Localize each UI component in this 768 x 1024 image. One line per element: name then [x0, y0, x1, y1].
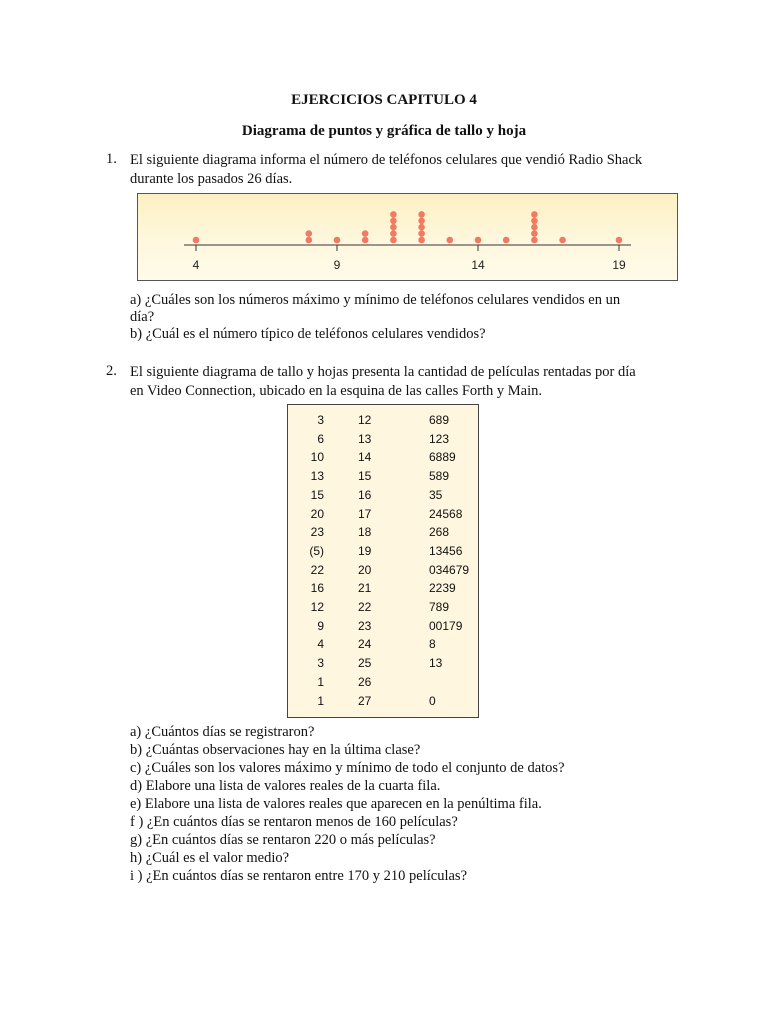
stem-leaf-stem: 26 [358, 674, 372, 689]
stem-leaf-leaves: 13456 [429, 543, 463, 558]
stem-leaf-leaves: 35 [429, 487, 443, 502]
dot-point [390, 224, 397, 231]
stem-leaf-stem: 23 [358, 618, 372, 633]
dot-point [362, 230, 369, 237]
x-tick-label: 14 [471, 258, 485, 272]
stem-leaf-leaves: 034679 [429, 562, 470, 577]
stem-leaf-row [288, 507, 478, 525]
dot-point [193, 237, 200, 244]
stem-leaf-row [288, 600, 478, 618]
dot-plot-svg [138, 194, 677, 280]
dot-point [418, 237, 425, 244]
question-2-subquestion: c) ¿Cuáles son los valores máximo y mínimo de todo el conjunto de datos? [130, 760, 565, 776]
question-2-subquestion: g) ¿En cuántos días se rentaron 220 o más películas? [130, 832, 436, 848]
stem-leaf-cumulative-count: 6 [317, 431, 324, 446]
question-2-subquestion: h) ¿Cuál es el valor medio? [130, 850, 290, 866]
question-1-text [130, 151, 662, 189]
stem-leaf-cumulative-count: 16 [310, 581, 324, 596]
question-2-line-2: en Video Connection, ubicado en la esquina de las calles Forth y Main. [130, 383, 543, 399]
dot-point [531, 237, 538, 244]
stem-leaf-row [288, 544, 478, 562]
stem-leaf-stem: 17 [358, 506, 372, 521]
stem-leaf-stem: 16 [358, 487, 372, 502]
dot-point [503, 237, 510, 244]
stem-leaf-cumulative-count: 20 [310, 506, 324, 521]
stem-leaf-stem: 20 [358, 562, 372, 577]
stem-leaf-leaves: 0 [429, 693, 436, 708]
stem-leaf-stem: 19 [358, 543, 372, 558]
stem-leaf-leaves: 789 [429, 600, 450, 614]
stem-leaf-leaves: 8 [429, 637, 436, 652]
dot-point [390, 211, 397, 218]
dot-point [362, 237, 369, 244]
stem-leaf-row [288, 469, 478, 487]
question-1a-line-1: a) ¿Cuáles son los números máximo y mínimo de teléfonos celulares vendidos en un [130, 292, 621, 308]
dot-point [531, 230, 538, 237]
stem-leaf-row [288, 637, 478, 655]
dot-point [531, 224, 538, 231]
stem-leaf-stem: 18 [358, 525, 372, 540]
x-tick-label: 9 [333, 258, 341, 272]
dot-point [418, 218, 425, 225]
dot-point [531, 218, 538, 225]
stem-leaf-row [288, 432, 478, 450]
stem-leaf-row [288, 525, 478, 543]
stem-leaf-cumulative-count: 10 [310, 450, 324, 465]
stem-leaf-stem: 12 [358, 413, 372, 427]
question-2-subquestion: i ) ¿En cuántos días se rentaron entre 170 y 210 películas? [130, 868, 468, 884]
stem-leaf-row [288, 656, 478, 674]
question-1-line-2: durante los pasados 26 días. [130, 171, 293, 187]
stem-leaf-cumulative-count: 15 [310, 487, 324, 502]
question-1-line-1: El siguiente diagrama informa el número de teléfonos celulares que vendió Radio Shack [130, 152, 643, 168]
question-2-subquestion: e) Elabore una lista de valores reales que aparecen en la penúltima fila. [130, 796, 542, 812]
stem-leaf-stem: 27 [358, 693, 372, 708]
stem-leaf-row [288, 675, 478, 693]
stem-leaf-leaves: 13 [429, 656, 443, 671]
dot-point [334, 237, 341, 244]
dot-point [418, 211, 425, 218]
question-2-subquestion: b) ¿Cuántas observaciones hay en la última clase? [130, 742, 421, 758]
question-2-line-1: El siguiente diagrama de tallo y hojas presenta la cantidad de películas rentadas por día [130, 364, 636, 380]
question-2-text [130, 363, 662, 401]
stem-leaf-stem: 13 [358, 431, 372, 446]
stem-leaf-row [288, 694, 478, 712]
stem-leaf-leaves: 6889 [429, 450, 456, 465]
dot-point [306, 237, 313, 244]
dot-point [559, 237, 566, 244]
stem-leaf-row [288, 619, 478, 637]
stem-leaf-leaves: 123 [429, 431, 450, 446]
stem-leaf-cumulative-count: 23 [310, 525, 324, 540]
question-2-subquestion: f ) ¿En cuántos días se rentaron menos de 160 películas? [130, 814, 458, 830]
stem-leaf-leaves: 689 [429, 413, 450, 427]
dot-point [616, 237, 623, 244]
stem-leaf-row [288, 413, 478, 431]
stem-and-leaf-table [287, 404, 479, 718]
stem-leaf-cumulative-count: 13 [310, 469, 324, 484]
stem-leaf-cumulative-count: 9 [317, 618, 324, 633]
dot-point [390, 218, 397, 225]
question-2-subquestion: d) Elabore una lista de valores reales de la cuarta fila. [130, 778, 441, 794]
stem-leaf-leaves: 589 [429, 469, 450, 484]
stem-leaf-leaves: 24568 [429, 506, 463, 521]
dot-point [475, 237, 482, 244]
x-tick-label: 4 [192, 258, 200, 272]
question-1b: b) ¿Cuál es el número típico de teléfonos celulares vendidos? [130, 326, 486, 342]
stem-leaf-cumulative-count: 1 [317, 674, 324, 689]
dot-point [418, 224, 425, 231]
stem-leaf-cumulative-count: 4 [317, 637, 324, 652]
stem-leaf-row [288, 450, 478, 468]
x-tick-label: 19 [612, 258, 626, 272]
dot-point [390, 230, 397, 237]
dot-point [390, 237, 397, 244]
stem-leaf-cumulative-count: 3 [317, 413, 324, 427]
question-1a-line-2: día? [130, 309, 155, 325]
stem-leaf-leaves: 2239 [429, 581, 456, 596]
stem-leaf-stem: 24 [358, 637, 372, 652]
question-2-subquestions [130, 723, 670, 885]
stem-leaf-cumulative-count: 12 [310, 600, 324, 614]
stem-leaf-stem: 14 [358, 450, 372, 465]
dot-point [531, 211, 538, 218]
stem-leaf-stem: 21 [358, 581, 372, 596]
dot-plot-chart [137, 193, 678, 281]
page-title: EJERCICIOS CAPITULO 4 [291, 92, 477, 108]
stem-leaf-cumulative-count: (5) [309, 543, 324, 558]
stem-leaf-stem: 22 [358, 600, 372, 614]
stem-leaf-stem: 15 [358, 469, 372, 484]
dot-point [306, 230, 313, 237]
stem-leaf-cumulative-count: 3 [317, 656, 324, 671]
stem-leaf-leaves: 00179 [429, 618, 463, 633]
question-1-number: 1. [106, 151, 117, 167]
stem-leaf-row [288, 488, 478, 506]
stem-leaf-row [288, 563, 478, 581]
question-2-number: 2. [106, 363, 117, 379]
question-1-subquestions [130, 292, 662, 343]
dot-point [418, 230, 425, 237]
question-2-subquestion: a) ¿Cuántos días se registraron? [130, 724, 315, 740]
stem-leaf-cumulative-count: 22 [310, 562, 324, 577]
stem-leaf-cumulative-count: 1 [317, 693, 324, 708]
stem-leaf-stem: 25 [358, 656, 372, 671]
dot-point [447, 237, 454, 244]
section-subtitle: Diagrama de puntos y gráfica de tallo y hoja [241, 123, 527, 139]
stem-leaf-leaves: 268 [429, 525, 450, 540]
stem-leaf-row [288, 581, 478, 599]
